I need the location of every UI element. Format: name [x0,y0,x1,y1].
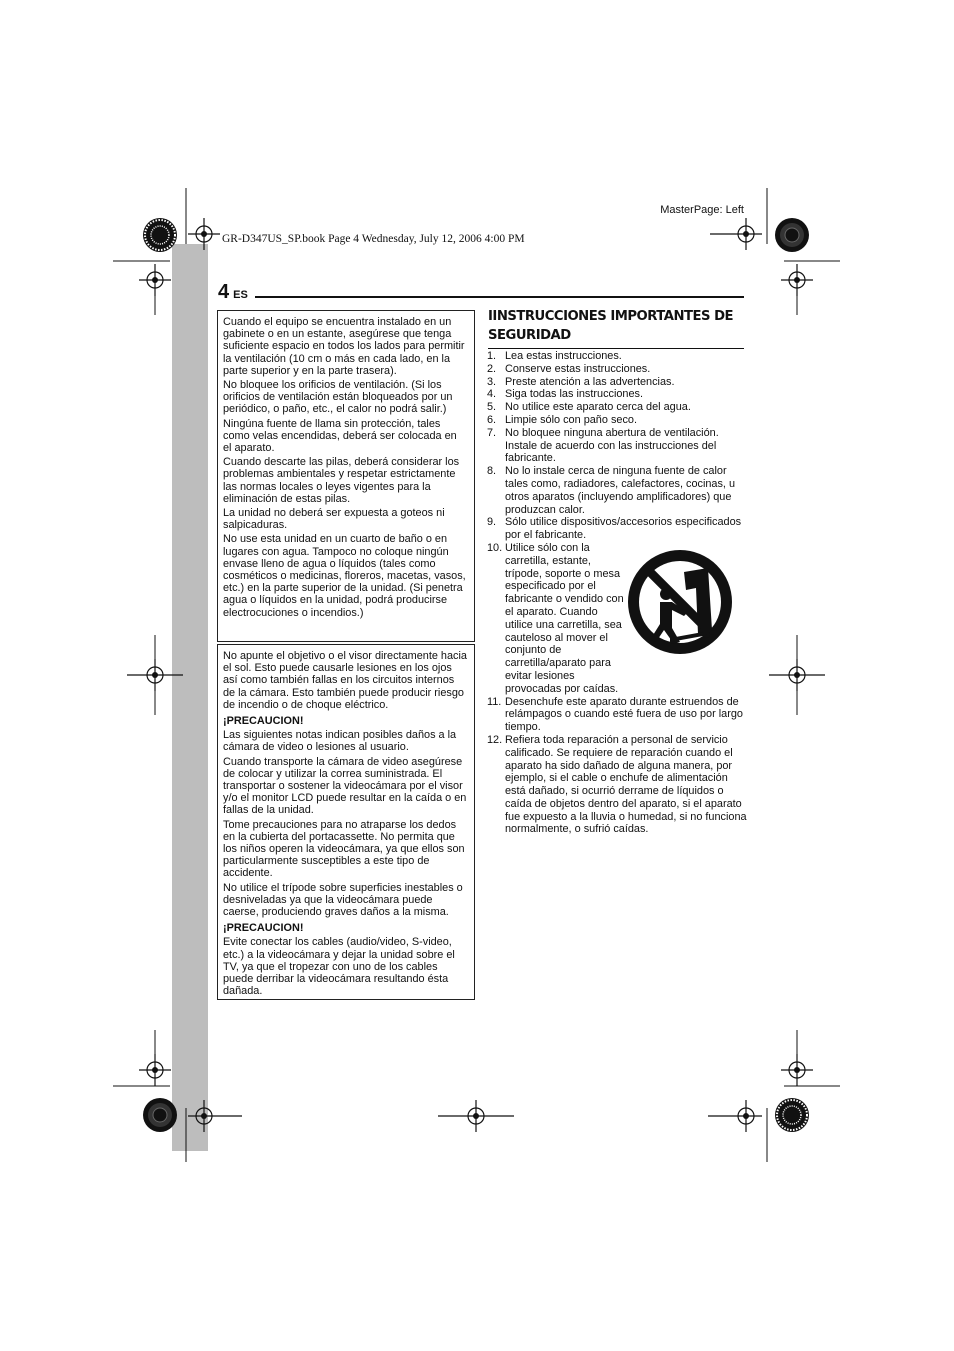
item-text: Desenchufe este aparato durante estruendos de relámpagos o cuando esté fuera de uso por largo tiempo. [505,695,743,734]
item-text: Refiera toda reparación a personal de servicio calificado. Se requiere de reparación cuando el aparato ha sido dañado de alguna manera, por ejemplo, si el cable o enchufe de alimentación está dañado, si ocurrió derrame de líquidos o caída de objetos dentro del aparato, si el aparato fue expuesto a la lluvia o humedad, si no funciona normalmente, o sufrió caídas. [505,733,747,836]
item-text: Sólo utilice dispositivos/accesorios especificados por el fabricante. [505,516,742,542]
item-number: 11. [487,695,502,708]
box1-para: No bloquee los orificios de ventilación. (Si los orificios de ventilación están bloqueados por un periódico, o paño, etc., el calor no podrá salir.) [223,379,453,416]
item-number: 9. [487,516,497,529]
item-text: Limpie sólo con paño seco. [505,413,637,426]
caution-item: Tome precauciones para no atraparse los dedos en la cubierta del portacassette. No permita que los niños operen la videocámara, ya que ellos son particularmente susceptibles a este tipo de accidente. [223,818,465,880]
caution-item: No utilice el trípode sobre superficies inestables o desniveladas ya que la videocámara puede caerse, produciendo graves daños a la misma. [223,881,463,919]
item-number: 10. [487,541,503,554]
item-text: No bloquee ninguna abertura de ventilación. Instale de acuerdo con las instrucciones del fabricante. [505,426,719,465]
color-target-icon [143,218,177,252]
box1-para: La unidad no deberá ser expuesta a goteos ni salpicaduras. [223,507,445,532]
box1-para: Cuando descarte las pilas, deberá considerar los problemas ambientales y respetar estrictamente las normas locales o leyes vigentes para la eliminación de estas pilas. [223,456,460,505]
item-number: 2. [487,362,497,375]
masterpage-label: MasterPage: Left [660,204,744,216]
book-info-line: GR-D347US_SP.book Page 4 Wednesday, July 12, 2006 4:00 PM [222,233,525,245]
item-text: Preste atención a las advertencias. [505,375,675,388]
item-text: Siga todas las instrucciones. [505,388,644,401]
item-number: 5. [487,401,497,414]
item-text: Conserve estas instrucciones. [505,362,651,375]
item-number: 8. [487,465,497,478]
box1-para: Cuando el equipo se encuentra instalado en un gabinete o en un estante, asegúrese que tenga suficiente espacio en todos los lados para permitir la ventilación (10 cm o más en cada lado, en la parte superior y en la parte trasera). [223,316,465,377]
language-code: ES [233,289,248,301]
item-text: Lea estas instrucciones. [505,350,622,362]
item-text: No utilice este aparato cerca del agua. [505,401,691,414]
caution-heading: ¡PRECAUCION! [223,715,304,728]
caution-item: Las siguientes notas indican posibles daños a la cámara de video o lesiones al usuario. [223,729,457,754]
box1-para: Ningúna fuente de llama sin protección, tales como velas encendidas, deberá ser colocada en el aparato. [223,417,457,455]
item-number: 12. [487,733,503,746]
caution-heading: ¡PRECAUCION! [223,922,304,935]
sun-warning-text: No apunte el objetivo o el visor directamente hacia el sol. Esto puede causarle lesiones en los ojos así como también fallas en los circuitos internos de la cámara. Esto también puede producir riesgo de incendio o de choque eléctrico. [223,650,467,711]
item-text: No lo instale cerca de ninguna fuente de calor tales como, radiadores, calefactores, cocinas, u otros aparatos (incluyendo amplificadores) que produzcan calor. [505,465,736,516]
item-number: 1. [487,350,497,362]
section-title: IINSTRUCCIONES IMPORTANTES DE SEGURIDAD [488,309,734,343]
item-text: Utilice sólo con la carretilla, estante, trípode, soporte o mesa especificado por el fabricante o vendido con el aparato. Cuando utilice una carretilla, sea cauteloso al mover el conjunto de carretilla/aparato para evitar lesiones provocadas por caídas. [505,541,624,695]
item-number: 4. [487,388,497,401]
box1-para: No use esta unidad en un cuarto de baño o en lugares con agua. Tampoco no coloque ningún envase lleno de agua o líquidos (tales como cosméticos o medicinas, floreros, macetas, vasos, etc.) en la parte superior de la unidad. (Si penetra agua o líquidos en la unidad, podrá producirse electrocuciones o incendios.) [223,533,466,619]
item-number: 7. [487,426,497,439]
item-number: 3. [487,375,497,388]
item-number: 6. [487,413,497,426]
caution-item: Cuando transporte la cámara de video asegúrese de colocar y utilizar la correa suministrada. El transportar o sostener la videocámara por el visor y/o el monitor LCD puede resultar en la caída o en fallas de la unidad. [223,755,467,817]
page-number-value: 4 [218,281,230,303]
caution-item: Evite conectar los cables (audio/video, S-video, etc.) a la videocámara y dejar la unidad sobre el TV, ya que el tropezar con uno de los cables puede derribar la videocámara resultando ésta dañada. [223,936,455,998]
